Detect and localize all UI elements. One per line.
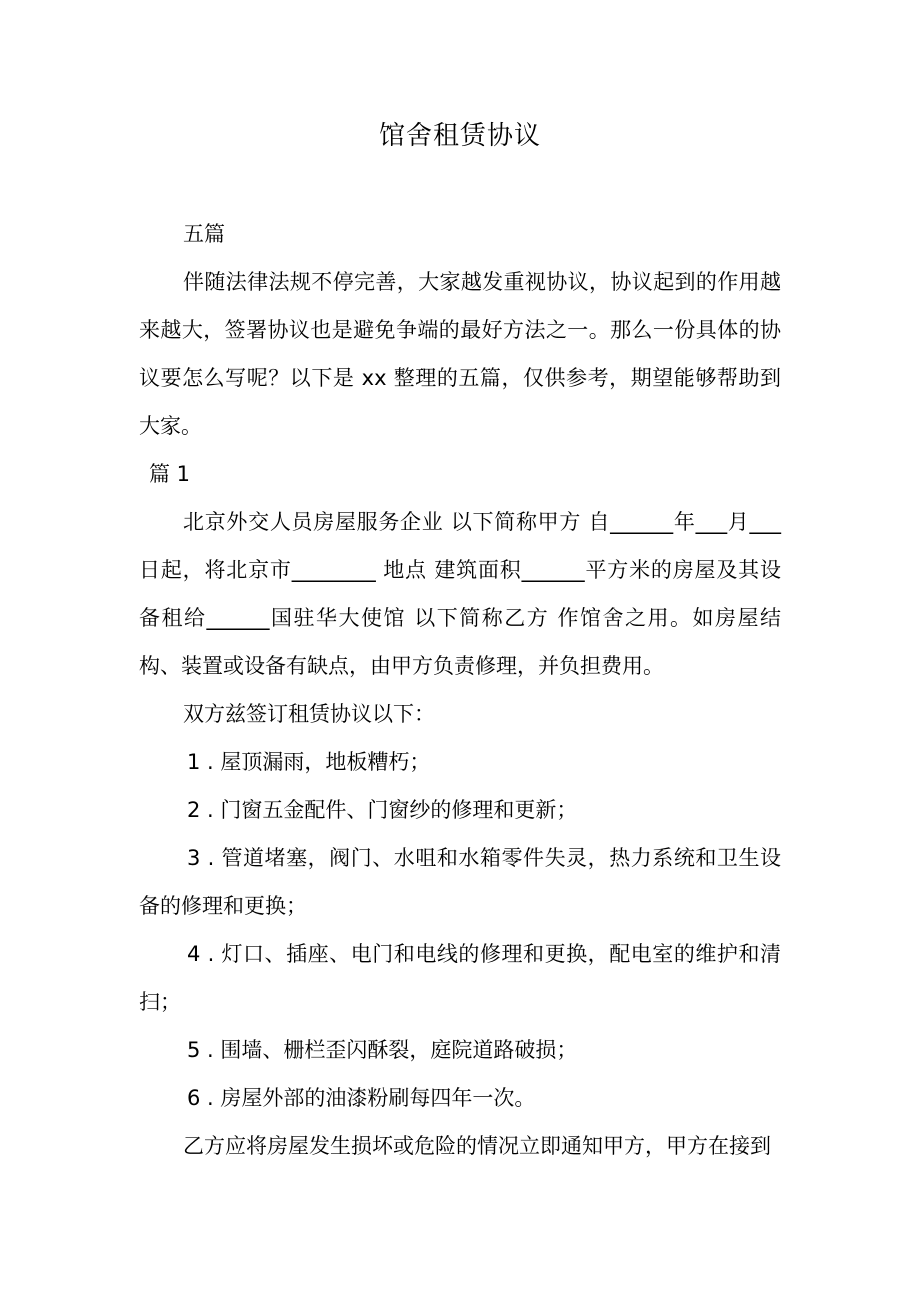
- section-label: 篇 1: [149, 462, 191, 486]
- list-item: 6 . 房屋外部的油漆粉刷每四年一次。: [187, 1086, 536, 1110]
- subtitle: 五篇: [183, 222, 225, 246]
- list-item: 5 . 围墙、栅栏歪闪酥裂，庭院道路破损；: [187, 1038, 578, 1062]
- list-item: 2 . 门窗五金配件、门窗纱的修理和更新；: [187, 798, 578, 822]
- list-item: 1 . 屋顶漏雨，地板糟朽；: [187, 750, 431, 774]
- list-item: 3 . 管道堵塞，阀门、水咀和水箱零件失灵，热力系统和卫生设备的修理和更换；: [139, 846, 781, 918]
- document-body: [139, 210, 781, 1170]
- lease-paragraph: 北京外交人员房屋服务企业 以下简称甲方 自______年___月___日起，将北京市________ 地点 建筑面积______平方米的房屋及其设备租给______国驻华大使馆 以下简称乙方 作馆舍之用。如房屋结构、装置或设备有缺点，由甲方负责修理，并负担费用。: [139, 510, 781, 678]
- document-title: 馆舍租赁协议: [378, 121, 541, 151]
- intro-paragraph: 伴随法律法规不停完善，大家越发重视协议，协议起到的作用越来越大，签署协议也是避免争端的最好方法之一。那么一份具体的协议要怎么写呢？以下是 xx 整理的五篇，仅供参考，期望能够帮助到大家。: [139, 270, 781, 438]
- closing-paragraph: 乙方应将房屋发生损坏或危险的情况立即通知甲方，甲方在接到: [183, 1134, 771, 1158]
- agreement-intro: 双方兹签订租赁协议以下：: [183, 702, 435, 726]
- list-item: 4 . 灯口、插座、电门和电线的修理和更换，配电室的维护和清扫；: [139, 942, 781, 1014]
